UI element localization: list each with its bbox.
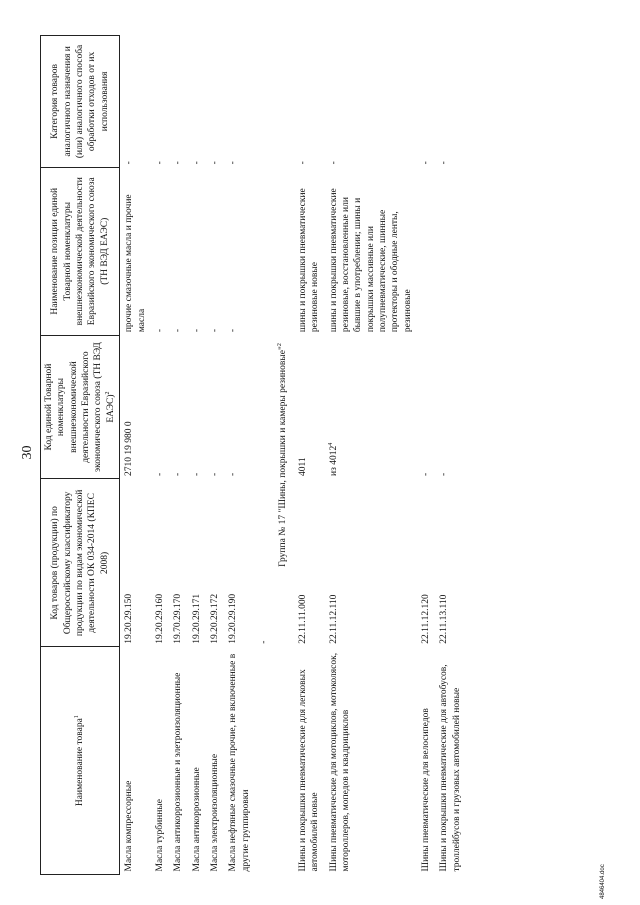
cell-tnved-code <box>255 335 273 479</box>
table-row <box>169 36 187 875</box>
header-okpd: Код товаров (продукции) по Общероссийскому классификатору продукции по видам экономической деятельности ОК 034-2014 (КПЕС 2008) <box>41 479 120 647</box>
cell-tnved-name <box>435 167 466 335</box>
cell-okpd: 19.70.29.170 <box>173 593 184 644</box>
cell-okpd: 22.11.12.120 <box>420 594 431 644</box>
document-id: 4846404.doc <box>600 864 606 899</box>
cell-tnved-name <box>255 167 273 335</box>
cell-okpd: 19.20.29.160 <box>154 593 165 644</box>
cell-name: Шины пневматические для велосипедов <box>420 708 431 872</box>
cell-category: - <box>297 161 308 165</box>
cell-tnved-name: - <box>191 328 202 333</box>
cell-tnved-name: - <box>173 328 184 333</box>
table-row <box>435 36 466 875</box>
table-row <box>206 36 224 875</box>
cell-name: Масла компрессорные <box>124 780 135 872</box>
cell-okpd: 19.20.29.171 <box>191 593 202 644</box>
cell-tnved-code: - <box>191 472 202 476</box>
cell-category: - <box>420 161 431 165</box>
cell-tnved-name: шины и покрышки пневматические резиновые, восстановленные или бывшие в употреблении; шины и покрышки массивные или полупневматические, шинные протекторы и ободные ленты, резиновые <box>328 188 413 333</box>
table-row <box>151 36 169 875</box>
cell-category: - <box>439 161 450 165</box>
cell-tnved-code: - <box>154 472 165 476</box>
cell-okpd: 19.20.29.190 <box>228 593 239 644</box>
page-number: 30 <box>20 445 35 460</box>
cell-tnved-name: шины и покрышки пневматические резиновые новые <box>297 188 321 333</box>
cell-tnved-code: из 4012$^4$ <box>327 442 339 476</box>
cell-name: Масла нефтяные смазочные прочие, не включенные в другие группировки <box>228 653 251 872</box>
cell-okpd: 19.20.29.172 <box>209 593 220 644</box>
cell-okpd: - <box>258 640 269 644</box>
cell-tnved-code: 4011 <box>297 457 308 476</box>
cell-tnved-code: - <box>439 472 450 476</box>
cell-okpd: 22.11.11.000 <box>297 594 308 644</box>
cell-category <box>255 36 273 168</box>
cell-category: - <box>154 161 165 165</box>
cell-tnved-code: - <box>228 472 239 476</box>
cell-tnved-code: - <box>420 472 431 476</box>
header-tnved-code: Код единой Товарной номенклатуры внешнеэкономической деятельности Евразийского экономического союза (ТН ВЭД ЕАЭС)$^2$ <box>41 335 120 479</box>
cell-name: Шины и покрышки пневматические для автобусов, троллейбусов и грузовых автомобилей новые <box>439 664 462 872</box>
cell-category: - <box>328 161 339 165</box>
table-header-row <box>41 36 120 875</box>
cell-category: - <box>209 161 220 165</box>
cell-tnved-name: - <box>154 328 165 333</box>
cell-category: - <box>228 161 239 165</box>
header-tnved-name: Наименование позиции единой Товарной номенклатуры внешнеэкономической деятельности Евразийского экономического союза (ТН ВЭД ЕАЭС) <box>41 167 120 335</box>
table-row <box>255 36 273 875</box>
cell-okpd: 22.11.13.110 <box>439 594 450 644</box>
goods-table <box>40 35 466 875</box>
header-name: Наименование товара$^1$ <box>41 647 120 875</box>
cell-name: Шины пневматические для мотоциклов, мотоколясок, мотороллеров, мопедов и квадрициклов <box>328 652 351 872</box>
table-row <box>294 36 325 875</box>
cell-tnved-name: прочие смазочные масла и прочие масла <box>124 194 147 333</box>
cell-name: Масла антикоррозионные и элетроизоляционные <box>173 672 184 872</box>
table-row <box>325 36 417 875</box>
cell-tnved-name: - <box>228 328 239 333</box>
cell-name <box>255 647 273 875</box>
cell-name: Шины и покрышки пневматические для легковых автомобилей новые <box>297 669 321 872</box>
cell-okpd: 22.11.12.110 <box>328 594 339 644</box>
cell-tnved-code: 2710 19 980 0 <box>124 421 135 476</box>
cell-category: - <box>173 161 184 165</box>
group-heading-row <box>273 36 294 875</box>
cell-okpd: 19.20.29.150 <box>124 593 135 644</box>
cell-tnved-code: - <box>173 472 184 476</box>
table-row <box>224 36 255 875</box>
cell-category: - <box>124 161 135 165</box>
cell-name: Масла электроизоляционные <box>209 753 220 872</box>
cell-name: Масла антикоррозионные <box>191 767 202 872</box>
cell-category: - <box>191 161 202 165</box>
cell-tnved-code: - <box>209 472 220 476</box>
group-title: Группа № 17 "Шины, покрышки и камеры резиновые"$^2$ <box>277 343 289 567</box>
table-row <box>417 36 435 875</box>
header-category: Категория товаров аналогичного назначения и (или) аналогичного способа обработки отходов от их использования <box>41 36 120 168</box>
cell-tnved-name <box>417 167 435 335</box>
table-row <box>120 36 151 875</box>
cell-tnved-name: - <box>209 328 220 333</box>
table-row <box>188 36 206 875</box>
cell-name: Масла турбинные <box>154 799 165 872</box>
